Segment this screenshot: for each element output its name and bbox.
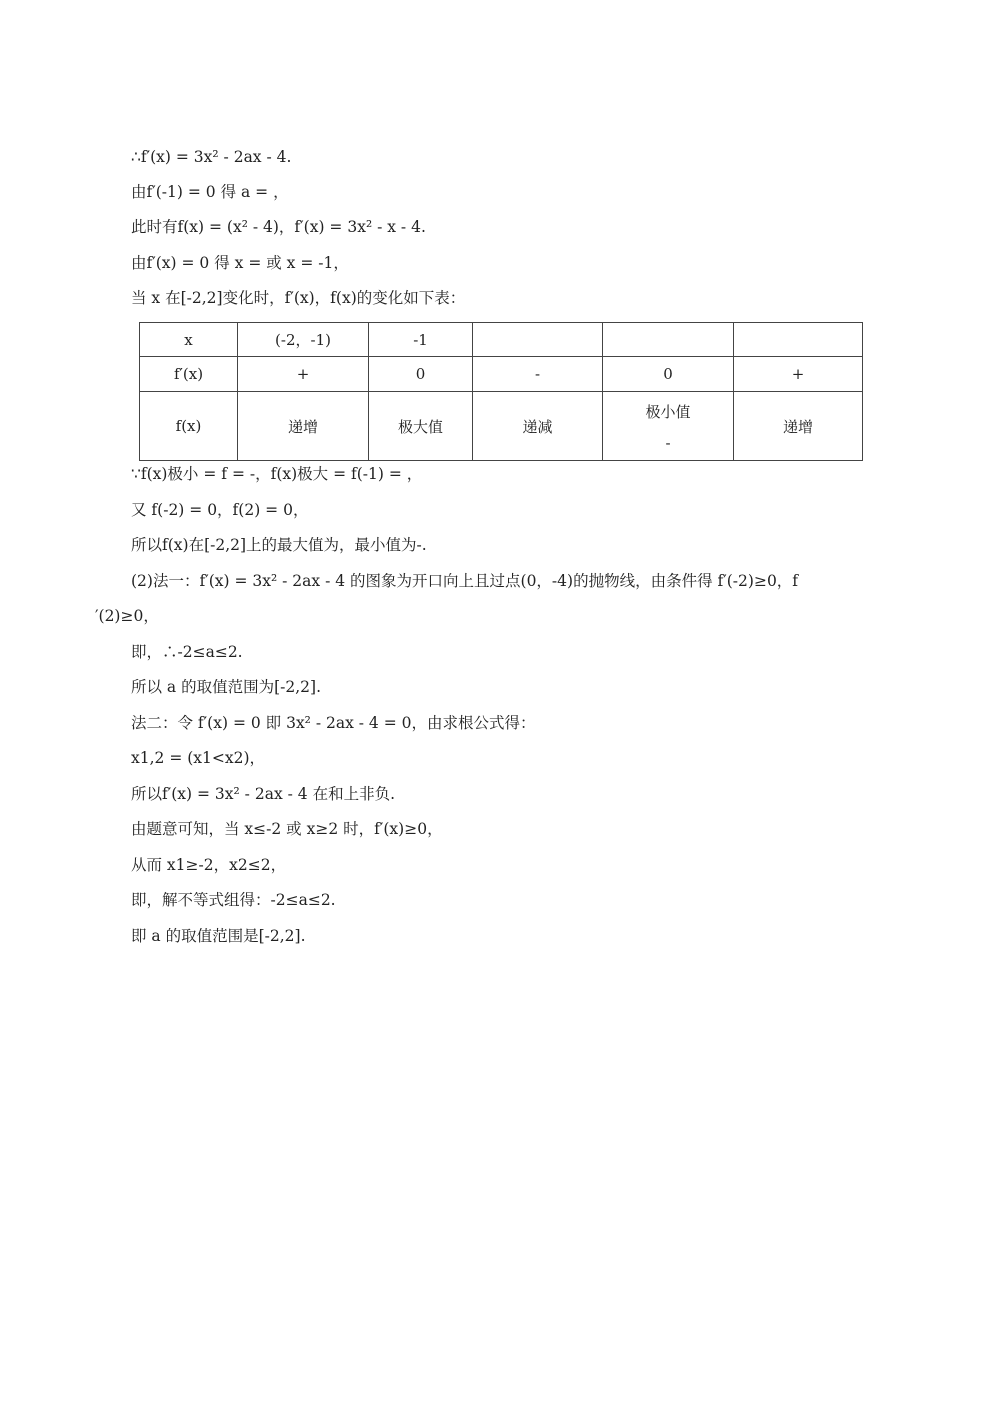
table-cell (603, 323, 734, 357)
line-3: 此时有f(x) = (x² - 4)，f′(x) = 3x² - x - 4. (131, 218, 426, 236)
line-9: (2)法一：f′(x) = 3x² - 2ax - 4 的图象为开口向上且过点(0，-4)的抛物线，由条件得 f′(-2)≥0，f (131, 572, 799, 590)
line-16: 由题意可知，当 x≤-2 或 x≥2 时，f′(x)≥0， (131, 820, 443, 838)
table-cell: 递增 (734, 392, 863, 461)
table-cell (473, 323, 603, 357)
line-19: 即 a 的取值范围是[-2,2]. (131, 927, 306, 945)
line-11: 即，∴-2≤a≤2. (131, 643, 243, 661)
line-8: 所以f(x)在[-2,2]上的最大值为，最小值为-. (131, 536, 427, 554)
table-cell: - (473, 357, 603, 392)
table-row (140, 357, 863, 392)
table-cell: f(x) (140, 392, 238, 461)
min-value-label: 极小值 (645, 402, 691, 421)
min-value-extra: - (665, 433, 671, 452)
line-4: 由f′(x) = 0 得 x = 或 x = -1， (131, 254, 349, 272)
table-cell: 递增 (238, 392, 369, 461)
table-cell: 极大值 (369, 392, 473, 461)
line-14: x1,2 = (x1<x2)， (131, 749, 266, 767)
line-7: 又 f(-2) = 0，f(2) = 0， (131, 501, 309, 519)
line-13: 法二：令 f′(x) = 0 即 3x² - 2ax - 4 = 0，由求根公式得： (131, 714, 536, 732)
table-cell: f′(x) (140, 357, 238, 392)
line-6: ∵f(x)极小 = f = -，f(x)极大 = f(-1) = ， (131, 465, 423, 483)
table-cell: (-2，-1) (238, 323, 369, 357)
line-12: 所以 a 的取值范围为[-2,2]. (131, 678, 322, 696)
table-row (140, 392, 863, 461)
table-cell (603, 392, 734, 461)
line-17: 从而 x1≥-2，x2≤2， (131, 856, 287, 874)
table-cell (734, 323, 863, 357)
line-18: 即，解不等式组得：-2≤a≤2. (131, 891, 336, 909)
table-cell: 递减 (473, 392, 603, 461)
line-1: ∴f′(x) = 3x² - 2ax - 4. (131, 148, 292, 166)
table-cell: + (734, 357, 863, 392)
table-cell: -1 (369, 323, 473, 357)
table-cell: x (140, 323, 238, 357)
line-2: 由f′(-1) = 0 得 a = ， (131, 183, 289, 201)
line-5: 当 x 在[-2,2]变化时，f′(x)，f(x)的变化如下表： (131, 289, 466, 307)
table-cell: + (238, 357, 369, 392)
line-10: ′(2)≥0， (95, 607, 159, 625)
variation-table (139, 322, 863, 461)
table-row (140, 323, 863, 357)
table-cell: 0 (369, 357, 473, 392)
table-cell: 0 (603, 357, 734, 392)
line-15: 所以f′(x) = 3x² - 2ax - 4 在和上非负. (131, 785, 395, 803)
